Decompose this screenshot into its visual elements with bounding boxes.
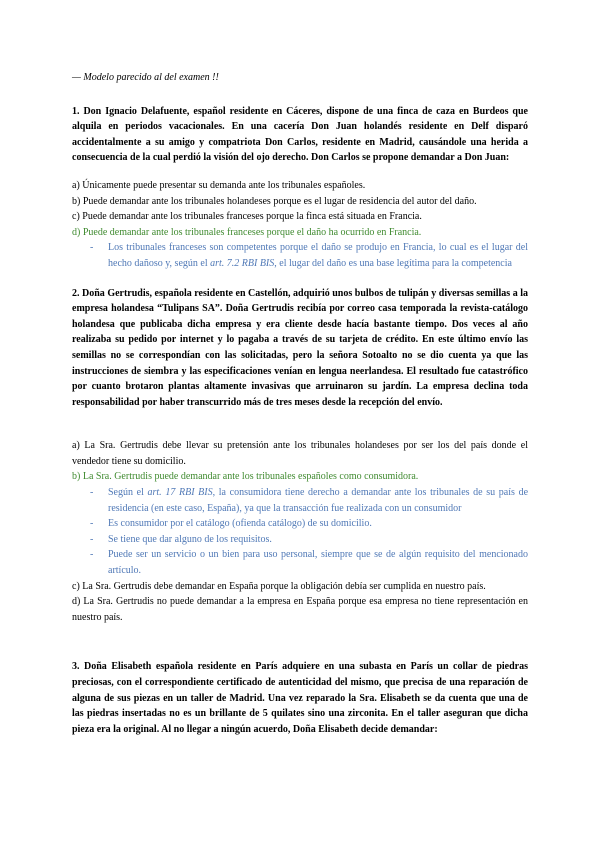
- q2-explanation-item: - Puede ser un servicio o un bien para uso personal, siempre que se de algún requisito del mencionado artículo.: [90, 547, 528, 578]
- q2-option-b-correct: b) La Sra. Gertrudis puede demandar ante los tribunales españoles como consumidora.: [72, 471, 419, 483]
- q1-option-b: b) Puede demandar ante los tribunales holandeses porque es el lugar de residencia del autor del daño.: [72, 195, 477, 207]
- q2-article-ref: art. 17 RBI BIS: [147, 487, 213, 499]
- q1-article-ref: art. 7.2 RBI BIS: [210, 257, 275, 269]
- q2-explanation-item: - Es consumidor por el catálogo (ofienda catálogo) de su domicilio.: [90, 516, 528, 532]
- q1-option-a: a) Únicamente puede presentar su demanda ante los tribunales españoles.: [72, 179, 366, 191]
- q1-explanation: - Los tribunales franceses son competentes porque el daño se produjo en Francia, lo cual es el lugar del hecho dañoso y, según el art. 7.2 RBI BIS, el lugar del daño es una base legítima para la competencia: [90, 240, 528, 271]
- document-page: [72, 70, 528, 749]
- q2-explanation-item: - Según el art. 17 RBI BIS, la consumidora tiene derecho a demandar ante los tribunales de su país de residencia (en este caso, España), ya que la transacción fue realizada con un consumidor: [90, 485, 528, 516]
- q2-option-c: c) La Sra. Gertrudis debe demandar en España porque la obligación debía ser cumplida en nuestro país.: [72, 580, 486, 592]
- q1-explanation-list: [72, 240, 528, 271]
- q1-option-d-correct: d) Puede demandar ante los tribunales franceses porque el daño ha ocurrido en Francia.: [72, 226, 422, 238]
- q2-option-a: a) La Sra. Gertrudis debe llevar su pretensión ante los tribunales holandeses por ser los del país donde el vendedor tiene su domicilio.: [72, 440, 528, 467]
- question-1: 1. Don Ignacio Delafuente, español residente en Cáceres, dispone de una finca de caza en Burdeos que alquila en periodos vacacionales. En una cacería Don Juan holandés residente en Delf disparó accidentalmente a su amigo y compatriota Don Carlos, residente en Madrid, causándole una herida a consecuencia de la cual perdió la visión del ojo derecho. Don Carlos se propone demandar a Don Juan:: [72, 105, 528, 164]
- intro-note: — Modelo parecido al del examen !!: [72, 72, 219, 83]
- q2-explanation-item: - Se tiene que dar alguno de los requisitos.: [90, 532, 528, 548]
- q2-option-d: d) La Sra. Gertrudis no puede demandar a la empresa en España porque esa empresa no tiene representación en nuestro país.: [72, 596, 528, 623]
- question-2: 2. Doña Gertrudis, española residente en Castellón, adquirió unos bulbos de tulipán y diversas semillas a la empresa holandesa “Tulipans SA”. Doña Gertrudis recibía por correo casa temporada la revista-catálogo holandesa que publicaba dicha empresa y era cliente desde hacía bastante tiempo. Dos veces al año realizaba su pedido por internet y lo pagaba a través de su tarjeta de crédito. En este último envío las semillas no se correspondían con las solicitadas, pero la señora Sotoalto no se dio cuenta ya que las instrucciones de siembra y las especificaciones venían en lengua neerlandesa. El resultado fue catastrófico por cuanto brotaron plantas altamente invasivas que arruinaron su jardín. La empresa declina toda responsabilidad por haber transcurrido más de tres meses desde la recepción del envío.: [72, 287, 528, 408]
- question-3: 3. Doña Elisabeth española residente en París adquiere en una subasta en París un collar de piedras preciosas, con el correspondiente certificado de autenticidad del mismo, que precisa de una reparación de alguna de sus piezas en un taller de Madrid. Una vez reparado la Sra. Elisabeth se da cuenta que una de las piedras insertadas no es un brillante de 5 quilates sino una zirconita. En el taller aseguran que dicha pieza era la original. Al no llegar a ningún acuerdo, Doña Elisabeth decide demandar:: [72, 661, 528, 735]
- q1-option-c: c) Puede demandar ante los tribunales franceses porque la finca está situada en Francia.: [72, 211, 422, 223]
- q2-explanation-list: [72, 485, 528, 579]
